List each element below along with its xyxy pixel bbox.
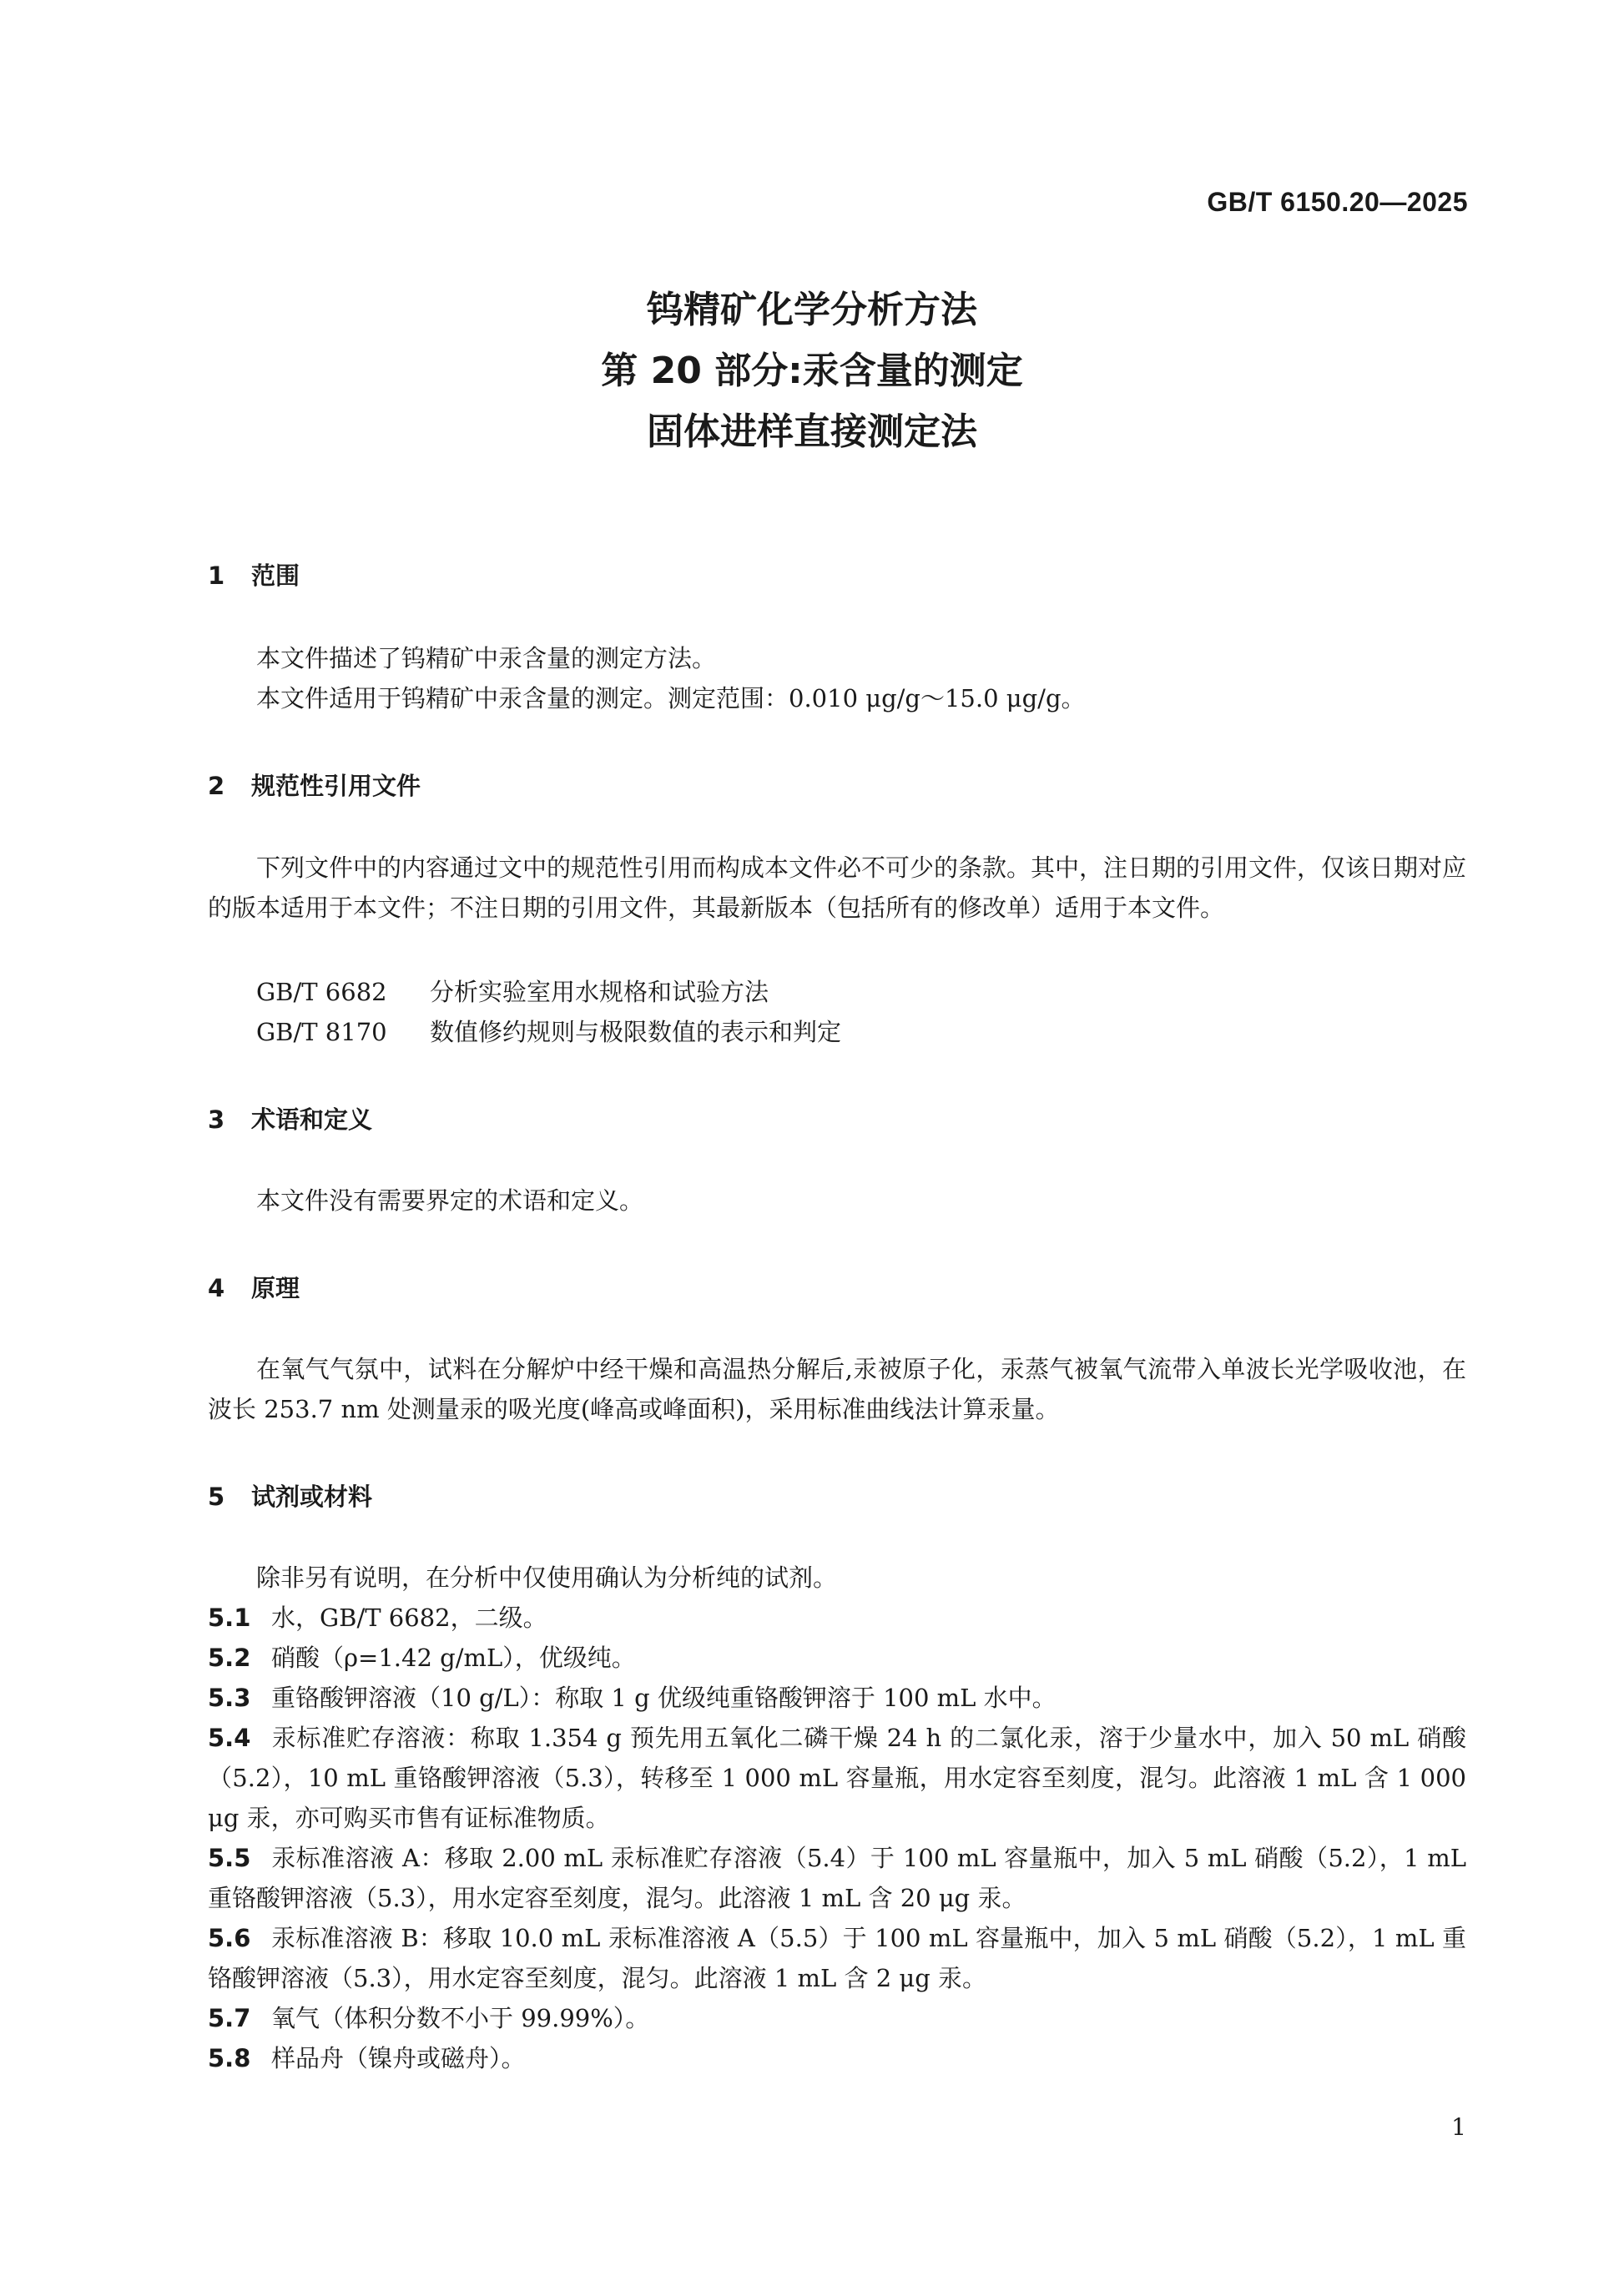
section-title: 范围: [251, 561, 300, 590]
item-text: 汞标准贮存溶液：称取 1.354 g 预先用五氧化二磷干燥 24 h 的二氯化汞，溶于少量水中，加入 50 mL 硝酸（5.2），10 mL 重铬酸钾溶液（5.3），转移至 1 000 mL 容量瓶，用水定容至刻度，混匀。此溶液 1 mL 含 1 000 μg 汞，亦可购买市售有证标准物质。: [208, 1724, 1466, 1832]
title-line-2: 第 20 部分:汞含量的测定: [601, 350, 1023, 392]
section-1-heading: [208, 557, 300, 592]
section-1-paragraph-2: 本文件适用于钨精矿中汞含量的测定。测定范围：0.010 μg/g～15.0 μg/g。: [256, 684, 1086, 712]
reference-item: [256, 1014, 841, 1048]
section-title: 原理: [251, 1274, 300, 1302]
section-1-paragraph-1: 本文件描述了钨精矿中汞含量的测定方法。: [256, 644, 717, 672]
section-title: 术语和定义: [251, 1105, 373, 1134]
section-number: 4: [208, 1274, 225, 1302]
section-3-paragraph-1: 本文件没有需要界定的术语和定义。: [256, 1186, 644, 1215]
list-item: [208, 1598, 1466, 1638]
item-text: 样品舟（镍舟或磁舟）。: [271, 2044, 526, 2072]
section-4-paragraph-1: 在氧气气氛中，试料在分解炉中经干燥和高温热分解后,汞被原子化，汞蒸气被氧气流带入单波长光学吸收池，在波长 253.7 nm 处测量汞的吸光度(峰高或峰面积)，采用标准曲线法计算汞量。: [208, 1355, 1466, 1423]
section-5-paragraph-1: 除非另有说明，在分析中仅使用确认为分析纯的试剂。: [256, 1563, 838, 1592]
section-2-heading: [208, 768, 421, 802]
reference-code: GB/T 6682: [256, 978, 387, 1006]
section-2-paragraph-1: 下列文件中的内容通过文中的规范性引用而构成本文件必不可少的条款。其中，注日期的引用文件，仅该日期对应的版本适用于本文件；不注日期的引用文件，其最新版本（包括所有的修改单）适用于本文件。: [208, 853, 1467, 922]
standard-number: GB/T 6150.20—2025: [1207, 187, 1468, 217]
list-item: [208, 1918, 1466, 1998]
item-number: 5.5: [208, 1844, 251, 1872]
item-text: 氧气（体积分数不小于 99.99%）。: [271, 2004, 650, 2032]
list-item: [208, 1718, 1466, 1838]
section-4-heading: [208, 1270, 300, 1304]
reference-title: 分析实验室用水规格和试验方法: [430, 978, 769, 1006]
reference-title: 数值修约规则与极限数值的表示和判定: [430, 1018, 842, 1046]
section-5-heading: [208, 1478, 372, 1513]
title-line-3: 固体进样直接测定法: [647, 410, 977, 453]
section-number: 2: [208, 772, 225, 800]
title-line-1: 钨精矿化学分析方法: [647, 289, 977, 331]
item-number: 5.1: [208, 1604, 251, 1632]
section-3-heading: [208, 1101, 372, 1135]
item-number: 5.7: [208, 2004, 251, 2032]
section-number: 5: [208, 1483, 225, 1511]
item-text: 重铬酸钾溶液（10 g/L）：称取 1 g 优级纯重铬酸钾溶于 100 mL 水中。: [271, 1684, 1057, 1712]
section-title: 试剂或材料: [251, 1483, 373, 1511]
page-number: 1: [1451, 2113, 1466, 2141]
list-item: [208, 1678, 1466, 1718]
item-text: 硝酸（ρ=1.42 g/mL），优级纯。: [271, 1644, 636, 1672]
list-item: [208, 1638, 1466, 1678]
item-number: 5.6: [208, 1924, 251, 1952]
section-number: 3: [208, 1105, 225, 1134]
item-number: 5.2: [208, 1644, 251, 1672]
list-item: [208, 1998, 1466, 2038]
item-text: 汞标准溶液 A：移取 2.00 mL 汞标准贮存溶液（5.4）于 100 mL 容量瓶中，加入 5 mL 硝酸（5.2），1 mL 重铬酸钾溶液（5.3），用水定容至刻度，混匀。此溶液 1 mL 含 20 μg 汞。: [208, 1844, 1466, 1912]
list-item: [208, 1838, 1466, 1918]
section-number: 1: [208, 561, 225, 590]
reference-item: [256, 974, 769, 1008]
item-text: 水，GB/T 6682，二级。: [271, 1604, 547, 1632]
list-item: [208, 2038, 1466, 2078]
section-title: 规范性引用文件: [251, 772, 421, 800]
item-number: 5.3: [208, 1684, 251, 1712]
item-number: 5.4: [208, 1724, 251, 1752]
item-text: 汞标准溶液 B：移取 10.0 mL 汞标准溶液 A（5.5）于 100 mL 容量瓶中，加入 5 mL 硝酸（5.2），1 mL 重铬酸钾溶液（5.3），用水定容至刻度，混匀。此溶液 1 mL 含 2 μg 汞。: [208, 1924, 1466, 1992]
document-title: [0, 279, 1624, 462]
reference-code: GB/T 8170: [256, 1018, 387, 1046]
item-number: 5.8: [208, 2044, 251, 2072]
